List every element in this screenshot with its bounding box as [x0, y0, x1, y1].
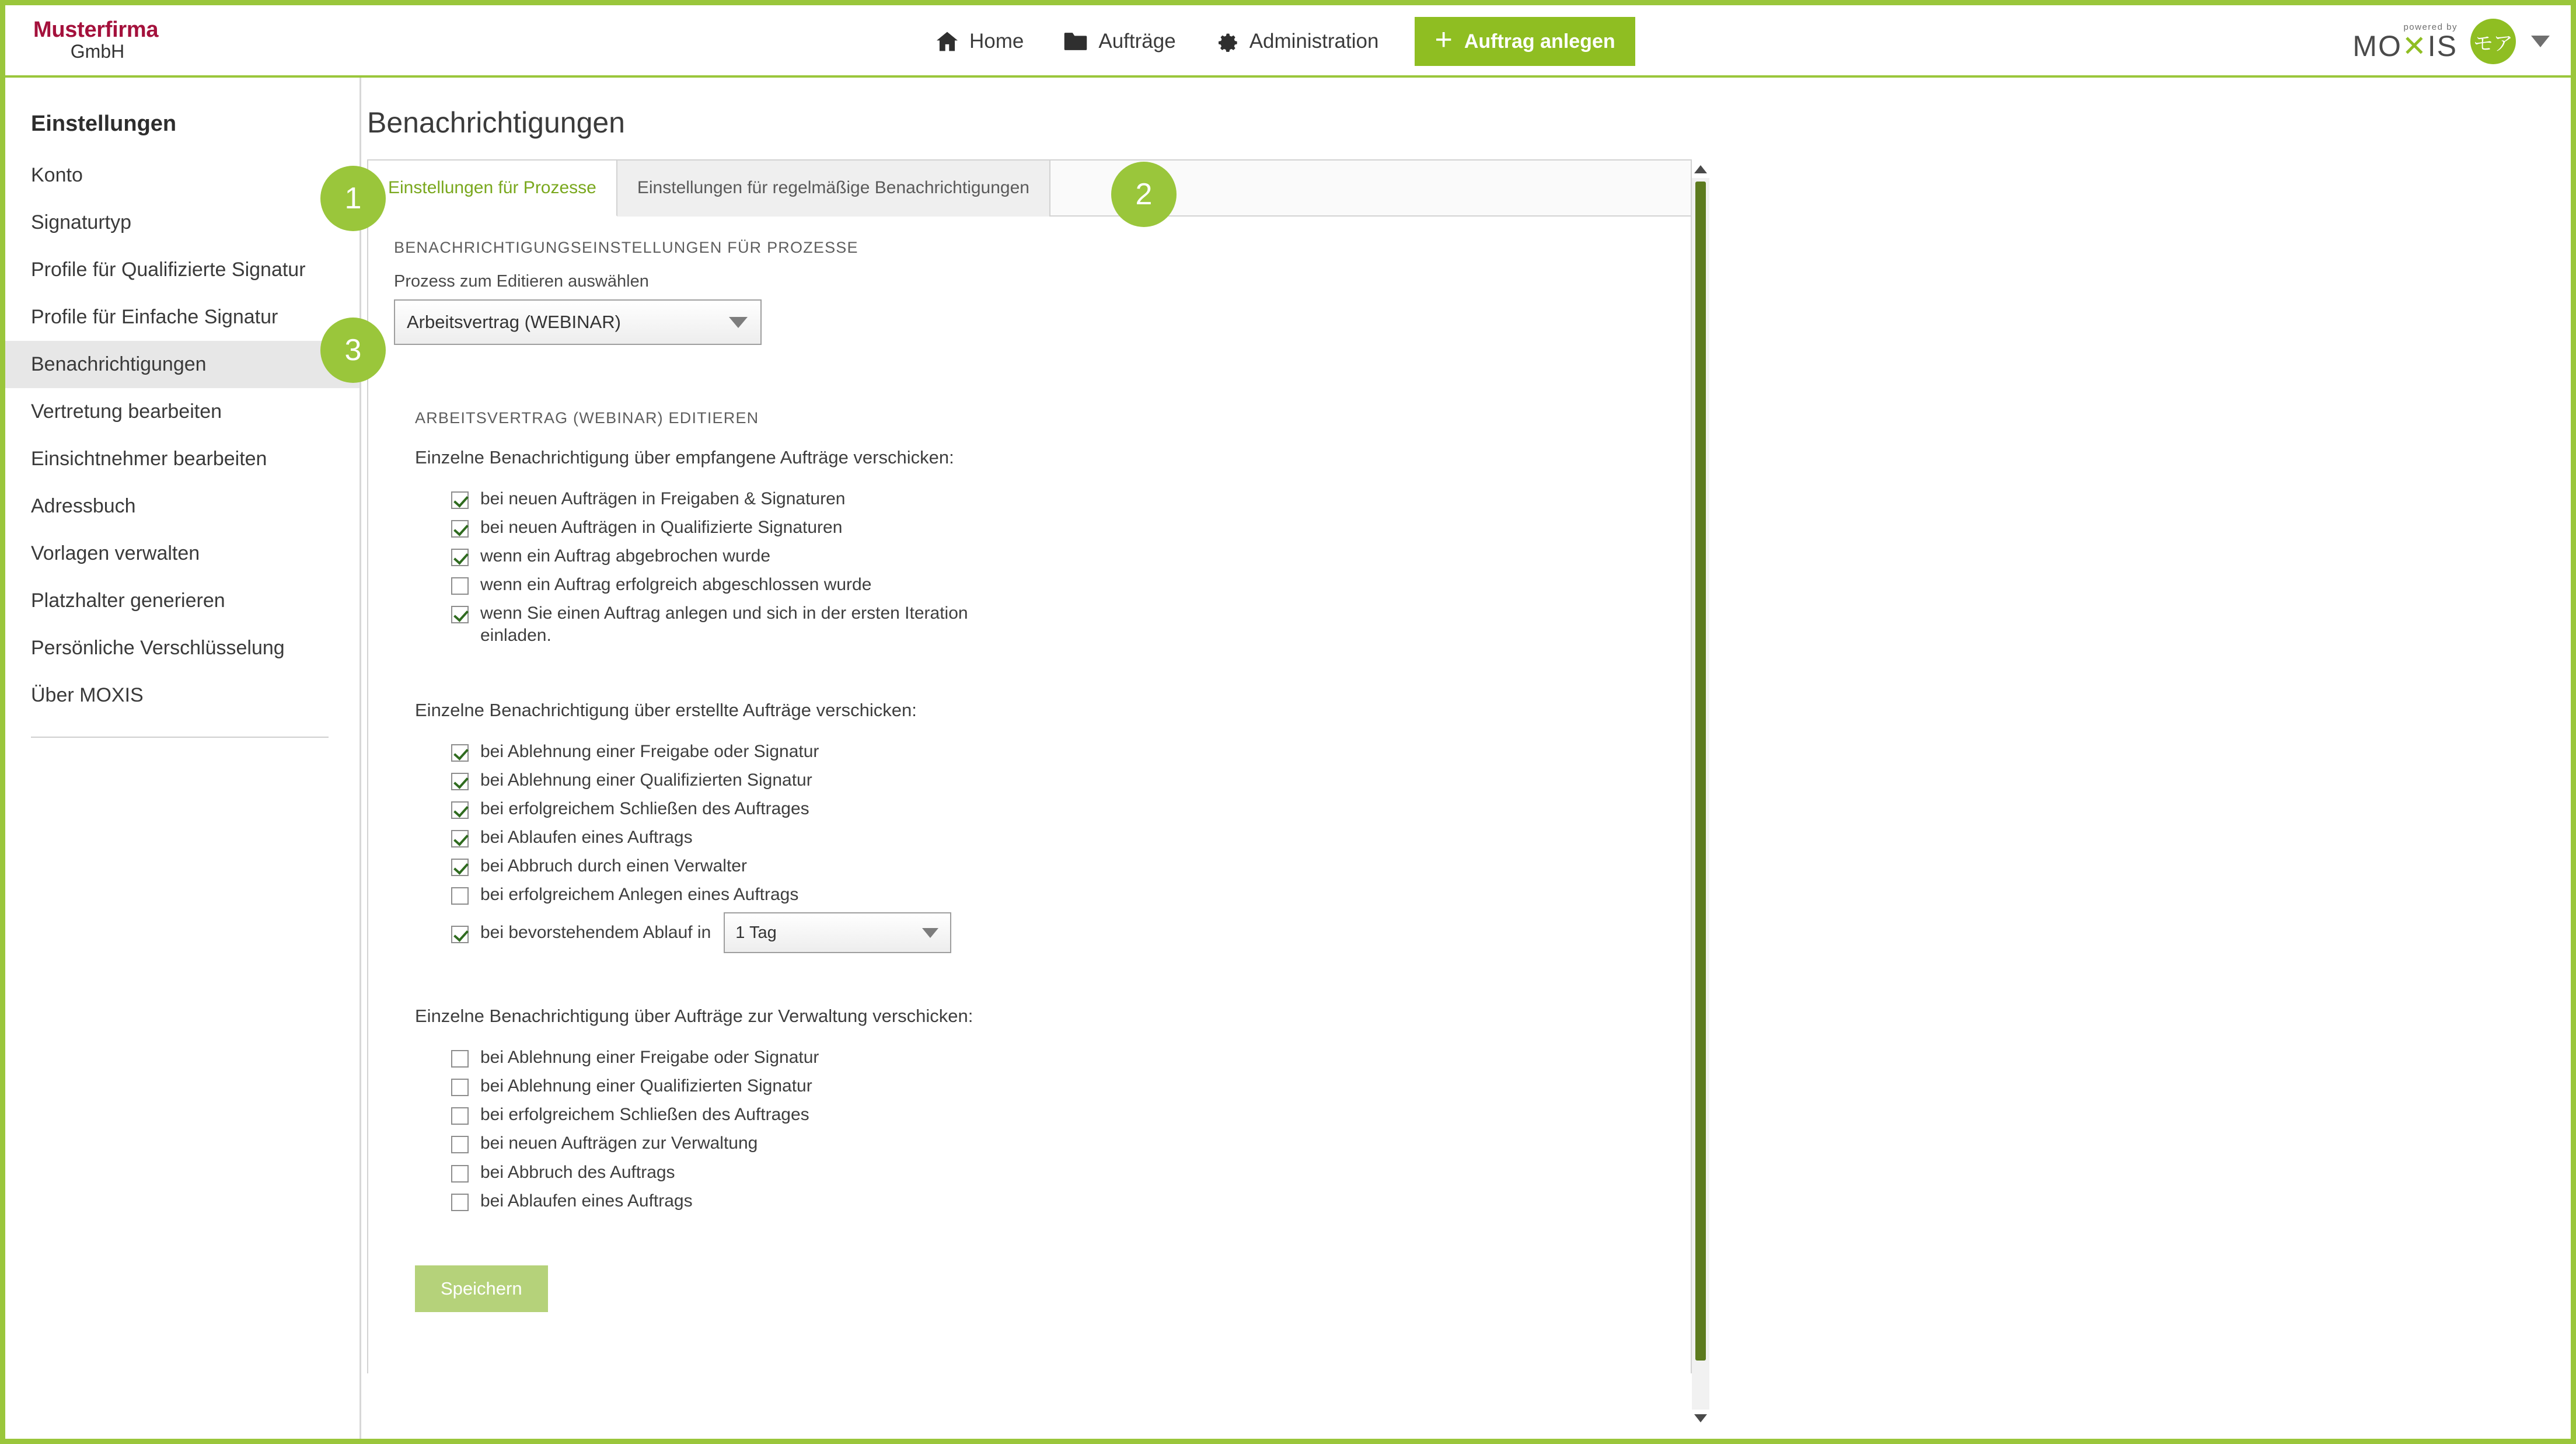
sidebar-item-persoenliche-verschluesselung[interactable]	[5, 625, 361, 672]
section-label-prozesse: BENACHRICHTIGUNGSEINSTELLUNGEN FÜR PROZESSE	[394, 239, 858, 256]
sidebar-item-signaturtyp[interactable]	[5, 199, 361, 246]
checkbox-label: wenn ein Auftrag erfolgreich abgeschlossen wurde	[480, 575, 872, 595]
sidebar-item-profile-qualifizierte-signatur[interactable]	[5, 246, 361, 294]
sidebar-item-adressbuch[interactable]	[5, 483, 361, 530]
sidebar-item-label: Vorlagen verwalten	[31, 542, 200, 564]
checkbox[interactable]	[451, 520, 469, 538]
checkbox-label: bei Ablehnung einer Qualifizierten Signatur	[480, 1076, 812, 1096]
checkbox[interactable]	[451, 887, 469, 905]
sidebar-item-benachrichtigungen[interactable]	[5, 341, 361, 388]
callout-number: 1	[344, 182, 362, 215]
checkbox[interactable]	[451, 1165, 469, 1183]
group1-heading: Einzelne Benachrichtigung über empfangene Aufträge verschicken:	[415, 447, 954, 468]
sidebar-item-ueber-moxis[interactable]	[5, 672, 361, 719]
checkbox-row[interactable]	[451, 1190, 1665, 1212]
checkbox[interactable]	[451, 801, 469, 819]
checkbox-label: bei neuen Aufträgen in Freigaben & Signaturen	[480, 489, 846, 508]
expiry-row[interactable]	[451, 912, 1665, 953]
process-select[interactable]	[394, 299, 762, 345]
tab-einstellungen-fuer-prozesse[interactable]	[368, 161, 617, 217]
edit-section-label: ARBEITSVERTRAG (WEBINAR) EDITIEREN	[415, 409, 759, 427]
sidebar-item-vertretung-bearbeiten[interactable]	[5, 388, 361, 435]
group2-heading: Einzelne Benachrichtigung über erstellte Aufträge verschicken:	[415, 699, 917, 720]
checkbox-label: bei neuen Aufträgen zur Verwaltung	[480, 1133, 758, 1153]
nav-item-auftraege[interactable]	[1043, 5, 1195, 78]
avatar-initials: モア	[2473, 32, 2513, 55]
tab-bar	[368, 161, 1691, 217]
top-right-area	[2352, 5, 2550, 78]
checkbox-row[interactable]	[451, 1075, 1665, 1097]
checkbox-row[interactable]	[451, 1047, 1665, 1069]
plus-icon: +	[1434, 22, 1453, 57]
process-select-value: Arbeitsvertrag (WEBINAR)	[407, 312, 621, 332]
company-logo	[33, 19, 191, 61]
checkbox[interactable]	[451, 577, 469, 595]
sidebar-divider-line	[31, 737, 329, 738]
checkbox-row[interactable]	[451, 741, 1665, 763]
checkbox-row[interactable]	[451, 517, 1665, 539]
tab-label: Einstellungen für regelmäßige Benachrichtigungen	[637, 178, 1029, 197]
sidebar-item-label: Adressbuch	[31, 495, 136, 517]
checkbox[interactable]	[451, 773, 469, 790]
checkbox-row[interactable]	[451, 602, 1665, 647]
checkbox-label: bei erfolgreichem Schließen des Auftrages	[480, 798, 809, 818]
checkbox[interactable]	[451, 549, 469, 566]
sidebar-item-label: Vertretung bearbeiten	[31, 400, 222, 423]
checkbox[interactable]	[451, 1136, 469, 1153]
checkbox[interactable]	[451, 1107, 469, 1125]
moxis-brand-name: MO✕IS	[2352, 29, 2458, 62]
scroll-up-button[interactable]	[1692, 161, 1709, 178]
checkbox[interactable]	[451, 491, 469, 509]
nav-item-administration[interactable]	[1196, 5, 1399, 78]
checkbox-row[interactable]	[451, 855, 1665, 877]
sidebar-item-label: Profile für Qualifizierte Signatur	[31, 259, 306, 281]
checkbox[interactable]	[451, 859, 469, 876]
expiry-select-value: 1 Tag	[735, 923, 777, 942]
checkbox[interactable]	[451, 926, 469, 943]
checkbox-row[interactable]	[451, 884, 1665, 906]
logo-company-name: Musterfirma	[33, 18, 159, 43]
top-navigation-bar	[5, 5, 2571, 78]
checkbox[interactable]	[451, 830, 469, 847]
home-icon	[936, 31, 959, 52]
sidebar-item-label: Persönliche Verschlüsselung	[31, 637, 285, 659]
expiry-select[interactable]	[724, 912, 951, 953]
checkbox[interactable]	[451, 744, 469, 762]
callout-badge-1	[320, 166, 386, 231]
chevron-down-icon	[1694, 1414, 1707, 1422]
sidebar-item-label: Einsichtnehmer bearbeiten	[31, 448, 267, 470]
checkbox-label: wenn Sie einen Auftrag anlegen und sich in der ersten Iteration einladen.	[480, 604, 968, 646]
scrollbar-thumb[interactable]	[1695, 182, 1706, 1361]
folder-icon	[1063, 32, 1088, 51]
sidebar-item-platzhalter-generieren[interactable]	[5, 577, 361, 625]
checkbox-row[interactable]	[451, 545, 1665, 567]
group1-checkbox-list	[451, 488, 1665, 647]
logo-company-suffix: GmbH	[70, 41, 125, 62]
sidebar-item-einsichtnehmer-bearbeiten[interactable]	[5, 435, 361, 483]
checkbox[interactable]	[451, 606, 469, 623]
nav-item-auftraege-label: Aufträge	[1098, 30, 1176, 53]
checkbox-row[interactable]	[451, 1104, 1665, 1126]
checkbox-label: bei Abbruch durch einen Verwalter	[480, 856, 747, 876]
sidebar-item-label: Über MOXIS	[31, 684, 144, 706]
sidebar-item-label: Konto	[31, 164, 83, 186]
sidebar-item-label: Profile für Einfache Signatur	[31, 306, 278, 328]
checkbox-label: bei Ablaufen eines Auftrags	[480, 1191, 693, 1211]
checkbox-row[interactable]	[451, 574, 1665, 596]
moxis-powered-by: powered by	[2403, 22, 2458, 32]
expiry-label: bei bevorstehendem Ablauf in	[480, 923, 711, 943]
sidebar-item-label: Signaturtyp	[31, 211, 131, 233]
avatar[interactable]	[2470, 19, 2516, 64]
checkbox[interactable]	[451, 1050, 469, 1068]
checkbox-label: bei Ablehnung einer Freigabe oder Signatur	[480, 741, 819, 761]
callout-badge-3	[320, 318, 386, 383]
main-nav	[916, 5, 1635, 78]
settings-sidebar	[5, 78, 361, 1439]
page-title: Benachrichtigungen	[367, 106, 625, 139]
process-select-label: Prozess zum Editieren auswählen	[394, 272, 649, 291]
checkbox-label: wenn ein Auftrag abgebrochen wurde	[480, 546, 771, 566]
checkbox[interactable]	[451, 1194, 469, 1211]
sidebar-item-vorlagen-verwalten[interactable]	[5, 530, 361, 577]
nav-item-administration-label: Administration	[1249, 30, 1379, 53]
nav-item-home[interactable]	[916, 5, 1043, 78]
checkbox-row[interactable]	[451, 488, 1665, 510]
chevron-down-icon	[729, 317, 748, 328]
scroll-down-button[interactable]	[1692, 1410, 1709, 1427]
checkbox-label: bei Ablehnung einer Freigabe oder Signatur	[480, 1048, 819, 1068]
settings-panel	[367, 159, 1692, 1373]
chevron-up-icon	[1694, 165, 1707, 173]
chevron-down-icon[interactable]	[2531, 36, 2550, 47]
callout-badge-2	[1111, 162, 1177, 227]
group3-heading: Einzelne Benachrichtigung über Aufträge zur Verwaltung verschicken:	[415, 1006, 973, 1027]
main-content	[361, 78, 2571, 1439]
panel-content	[368, 217, 1691, 1335]
checkbox-label: bei Ablaufen eines Auftrags	[480, 827, 693, 847]
page-body	[5, 78, 2571, 1439]
sidebar-title: Einstellungen	[31, 111, 177, 136]
moxis-brand	[2352, 23, 2458, 61]
create-auftrag-button[interactable]	[1415, 17, 1635, 66]
checkbox-row[interactable]	[451, 769, 1665, 791]
save-button-label: Speichern	[441, 1278, 522, 1299]
checkbox-label: bei erfolgreichem Schließen des Auftrages	[480, 1105, 809, 1125]
checkbox-row[interactable]	[451, 1162, 1665, 1184]
checkbox-label: bei erfolgreichem Anlegen eines Auftrags	[480, 885, 799, 905]
checkbox-label: bei Abbruch des Auftrags	[480, 1162, 675, 1182]
sidebar-item-label: Platzhalter generieren	[31, 590, 225, 612]
panel-scrollbar[interactable]	[1692, 161, 1709, 1427]
tab-label: Einstellungen für Prozesse	[388, 178, 596, 197]
nav-item-home-label: Home	[969, 30, 1024, 53]
sidebar-item-profile-einfache-signatur[interactable]	[5, 294, 361, 341]
gear-icon	[1216, 30, 1239, 53]
checkbox-row[interactable]	[451, 798, 1665, 820]
sidebar-item-label: Benachrichtigungen	[31, 353, 207, 375]
group2-checkbox-list	[451, 741, 1665, 954]
checkbox-row[interactable]	[451, 1132, 1665, 1154]
tab-einstellungen-regelmaessige-benachrichtigungen[interactable]	[617, 161, 1050, 217]
checkbox-label: bei neuen Aufträgen in Qualifizierte Signaturen	[480, 518, 843, 538]
checkbox-row[interactable]	[451, 826, 1665, 849]
callout-number: 3	[344, 333, 362, 367]
group3-checkbox-list	[451, 1047, 1665, 1212]
chevron-down-icon	[922, 928, 938, 938]
create-auftrag-label: Auftrag anlegen	[1464, 30, 1615, 53]
checkbox-label: bei Ablehnung einer Qualifizierten Signatur	[480, 770, 812, 790]
checkbox[interactable]	[451, 1079, 469, 1096]
save-button[interactable]	[415, 1265, 548, 1312]
sidebar-item-konto[interactable]	[5, 152, 361, 199]
callout-number: 2	[1135, 177, 1153, 211]
